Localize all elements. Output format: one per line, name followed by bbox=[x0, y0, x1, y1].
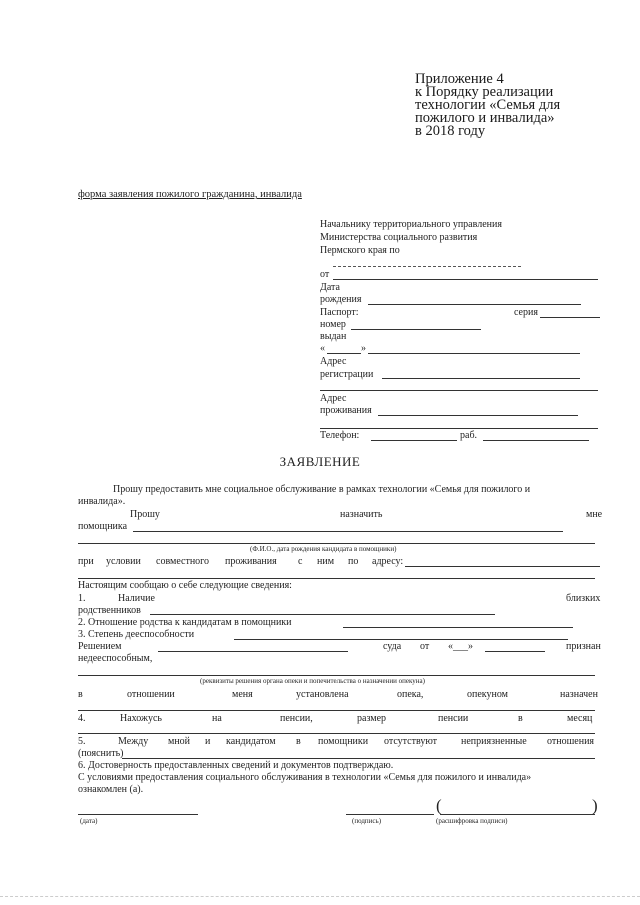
addressee-line-2: Министерства социального развития bbox=[320, 232, 478, 243]
item-1-word-3: родственников bbox=[78, 605, 141, 616]
explain-field[interactable] bbox=[122, 758, 595, 759]
item-1-word-1: Наличие bbox=[118, 593, 155, 604]
signature-field[interactable] bbox=[346, 814, 434, 815]
birth-label-1: Дата bbox=[320, 282, 340, 293]
guardian-field[interactable] bbox=[78, 710, 595, 711]
decoding-paren-open: ( bbox=[436, 796, 442, 815]
number-label: номер bbox=[320, 319, 346, 330]
guard-word-3: меня bbox=[232, 689, 253, 700]
helper-field-line-2[interactable] bbox=[78, 543, 595, 544]
residence-label-2: проживания bbox=[320, 405, 372, 416]
item-1-word-2: близких bbox=[566, 593, 601, 604]
item-5-word-6: в bbox=[296, 736, 301, 747]
addressee-line-3: Пермского края по bbox=[320, 245, 400, 256]
issued-day-field[interactable] bbox=[327, 353, 361, 354]
address-field-line-2[interactable] bbox=[78, 578, 595, 579]
item-1-number: 1. bbox=[78, 593, 86, 604]
court-date-field[interactable] bbox=[485, 651, 545, 652]
guard-word-1: в bbox=[78, 689, 83, 700]
caption-helper-fio: (Ф.И.О., дата рождения кандидата в помощники) bbox=[250, 545, 397, 553]
condition-word-3: совместного bbox=[156, 556, 210, 567]
date-caption: (дата) bbox=[80, 817, 98, 825]
item-5-word-1: 5. bbox=[78, 736, 86, 747]
item-5-word-9: неприязненные bbox=[461, 736, 527, 747]
addressee-line-1: Начальнику территориального управления bbox=[320, 219, 502, 230]
registration-field[interactable] bbox=[382, 378, 580, 379]
item-4-word-8: месяц bbox=[567, 713, 593, 724]
relatives-field[interactable] bbox=[150, 614, 495, 615]
item-5-word-5: кандидатом bbox=[226, 736, 276, 747]
guard-word-7: назначен bbox=[560, 689, 598, 700]
court-name-field[interactable] bbox=[158, 651, 348, 652]
item-4-word-4: пенсии, bbox=[280, 713, 313, 724]
residence-field-line-2[interactable] bbox=[320, 428, 598, 429]
document-heading: ЗАЯВЛЕНИЕ bbox=[279, 454, 361, 469]
series-field[interactable] bbox=[540, 317, 600, 318]
ask-word-1: Прошу bbox=[130, 509, 160, 520]
item-4-word-6: пенсии bbox=[438, 713, 469, 724]
birth-date-field[interactable] bbox=[368, 304, 581, 305]
decoding-caption: (расшифровка подписи) bbox=[436, 817, 508, 825]
item-5-word-10: отношения bbox=[547, 736, 595, 747]
recognized-word: признан bbox=[566, 641, 601, 652]
item-5-word-7: помощники bbox=[318, 736, 369, 747]
acknowledge-line-2: ознакомлен (а). bbox=[78, 784, 144, 795]
appendix-line-4: пожилого и инвалида» bbox=[415, 110, 555, 126]
helper-field[interactable] bbox=[133, 531, 563, 532]
number-field[interactable] bbox=[351, 329, 481, 330]
appendix-line-3: технологии «Семья для bbox=[415, 97, 561, 113]
item-2-line: 2. Отношение родства к кандидатам в помощники bbox=[78, 617, 292, 628]
caption-guardian-decision: (реквизиты решения органа опеки и попечительства о назначении опекуна) bbox=[200, 677, 425, 685]
passport-label: Паспорт: bbox=[320, 307, 359, 318]
guard-word-4: установлена bbox=[296, 689, 349, 700]
appendix-line-2: к Порядку реализации bbox=[415, 84, 554, 100]
item-5-word-2: Между bbox=[118, 736, 149, 747]
registration-field-line-2[interactable] bbox=[320, 390, 598, 391]
court-date-quotes: «___» bbox=[448, 641, 473, 652]
explain-label: (пояснить) bbox=[78, 748, 124, 759]
appendix-line-1: Приложение 4 bbox=[415, 71, 504, 87]
item-5-word-4: и bbox=[205, 736, 211, 747]
decoding-field[interactable] bbox=[440, 814, 595, 815]
decision-word: Решением bbox=[78, 641, 122, 652]
guard-word-5: опека, bbox=[397, 689, 424, 700]
guard-word-2: отношении bbox=[127, 689, 175, 700]
inform-line: Настоящим сообщаю о себе следующие сведения: bbox=[78, 580, 292, 591]
acknowledge-line-1: С условиями предоставления социального обслуживания в технологии «Семья для пожилого и инвалида» bbox=[78, 772, 532, 783]
phone-field[interactable] bbox=[371, 440, 457, 441]
issued-quote-close: » bbox=[361, 343, 366, 354]
condition-word-6: ним bbox=[317, 556, 335, 567]
item-4-word-7: в bbox=[518, 713, 523, 724]
helper-label: помощника bbox=[78, 521, 128, 532]
date-signature-field[interactable] bbox=[78, 814, 198, 815]
request-paragraph-line-2: инвалида». bbox=[78, 496, 126, 507]
condition-word-2: условии bbox=[106, 556, 141, 567]
form-title: форма заявления пожилого гражданина, инвалида bbox=[78, 189, 302, 200]
decoding-paren-close: ) bbox=[592, 796, 598, 815]
residence-field[interactable] bbox=[378, 415, 578, 416]
item-5-word-8: отсутствуют bbox=[384, 736, 438, 747]
condition-word-1: при bbox=[78, 556, 94, 567]
ask-word-2: назначить bbox=[340, 509, 383, 520]
issued-by-field[interactable] bbox=[368, 353, 580, 354]
series-label: серия bbox=[514, 307, 538, 318]
phone-label: Телефон: bbox=[320, 430, 360, 441]
item-3-line: 3. Степень дееспособности bbox=[78, 629, 195, 640]
registration-label-2: регистрации bbox=[320, 369, 374, 380]
issued-label: выдан bbox=[320, 331, 347, 342]
signature-caption: (подпись) bbox=[352, 817, 382, 825]
guard-word-6: опекуном bbox=[467, 689, 508, 700]
addressee-region-field[interactable] bbox=[333, 266, 521, 267]
item-4-word-1: 4. bbox=[78, 713, 86, 724]
condition-word-5: с bbox=[298, 556, 303, 567]
item-6-line: 6. Достоверность предоставленных сведений и документов подтверждаю. bbox=[78, 760, 394, 771]
court-from-word: от bbox=[420, 641, 430, 652]
item-4-word-3: на bbox=[212, 713, 222, 724]
capacity-field[interactable] bbox=[234, 639, 568, 640]
work-phone-label: раб. bbox=[460, 430, 478, 441]
condition-word-8: адресу: bbox=[372, 556, 404, 567]
condition-word-7: по bbox=[348, 556, 359, 567]
court-word: суда bbox=[383, 641, 402, 652]
pension-field[interactable] bbox=[78, 733, 595, 734]
residence-label-1: Адрес bbox=[320, 393, 347, 404]
birth-label-2: рождения bbox=[320, 294, 362, 305]
work-phone-field[interactable] bbox=[483, 440, 589, 441]
scan-edge-line bbox=[0, 896, 640, 897]
item-5-word-3: мной bbox=[168, 736, 191, 747]
from-field[interactable] bbox=[333, 279, 598, 280]
kinship-field[interactable] bbox=[343, 627, 573, 628]
item-4-word-2: Нахожусь bbox=[120, 713, 162, 724]
registration-label-1: Адрес bbox=[320, 356, 347, 367]
from-label: от bbox=[320, 269, 330, 280]
incapable-word: недееспособным, bbox=[78, 653, 153, 664]
address-field[interactable] bbox=[405, 566, 600, 567]
request-paragraph-line-1: Прошу предоставить мне социальное обслуживание в рамках технологии «Семья для пожилого и bbox=[113, 484, 531, 495]
incapable-field[interactable] bbox=[78, 675, 595, 676]
condition-word-4: проживания bbox=[225, 556, 277, 567]
appendix-line-5: в 2018 году bbox=[415, 123, 486, 139]
ask-word-3: мне bbox=[586, 509, 603, 520]
item-4-word-5: размер bbox=[357, 713, 387, 724]
issued-quote-open: « bbox=[320, 343, 325, 354]
